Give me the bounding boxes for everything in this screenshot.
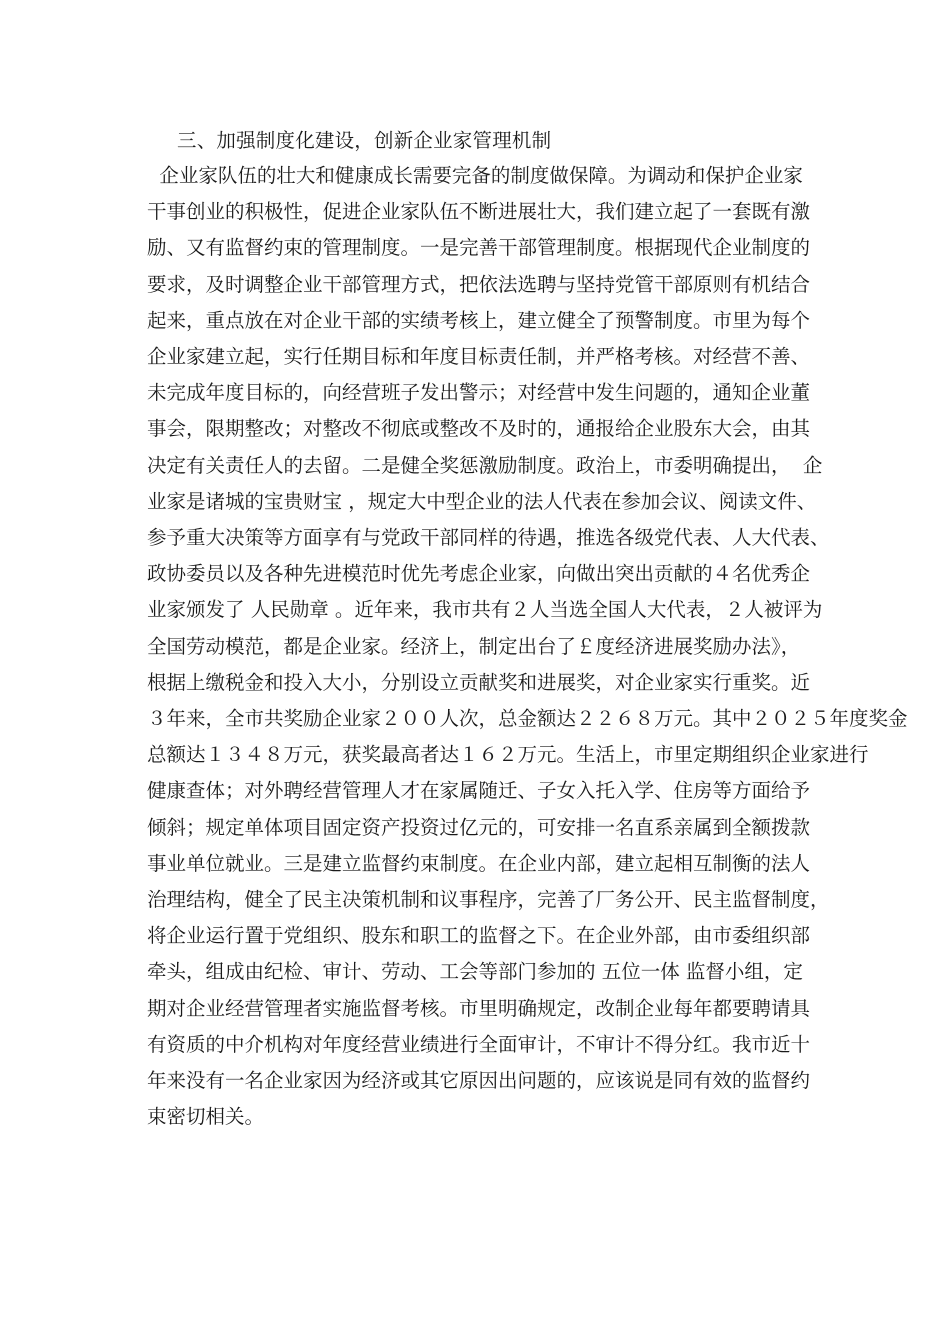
paragraph-line: ３年来，全市共奖励企业家２００人次，总金额达２２６８万元。其中２０２５年度奖金: [147, 707, 908, 730]
section-heading: 三、加强制度化建设，创新企业家管理机制: [177, 129, 552, 152]
paragraph-line: 根据上缴税金和投入大小，分别设立贡献奖和进展奖，对企业家实行重奖。近: [147, 670, 811, 694]
paragraph-line: 业家颁发了 人民勋章 。近年来，我市共有２人当选全国人大代表，２人被评为: [147, 598, 823, 622]
paragraph-line: 年来没有一名企业家因为经济或其它原因出问题的，应该说是同有效的监督约: [147, 1069, 811, 1092]
paragraph-line: 参予重大决策等方面享有与党政干部同样的待遇，推选各级党代表、人大代表、: [147, 526, 830, 549]
paragraph-line: 要求，及时调整企业干部管理方式，把依法选聘与坚持党管干部原则有机结合: [147, 272, 811, 296]
paragraph-line: 健康查体；对外聘经营管理人才在家属随迁、子女入托入学、住房等方面给予: [147, 779, 811, 803]
paragraph-line: 牵头，组成由纪检、审计、劳动、工会等部门参加的 五位一体 监督小组，定: [147, 960, 803, 984]
paragraph-line: 业家是诸城的宝贵财宝 ，规定大中型企业的法人代表在参加会议、阅读文件、: [147, 489, 817, 513]
paragraph-line: 干事创业的积极性，促进企业家队伍不断进展壮大，我们建立起了一套既有激: [147, 200, 811, 224]
paragraph-line: 有资质的中介机构对年度经营业绩进行全面审计，不审计不得分红。我市近十: [147, 1032, 811, 1056]
paragraph-line: 期对企业经营管理者实施监督考核。市里明确规定，改制企业每年都要聘请具: [147, 996, 811, 1020]
paragraph-line: 束密切相关。: [147, 1105, 265, 1129]
paragraph-line: 治理结构，健全了民主决策机制和议事程序，完善了厂务公开、民主监督制度，: [147, 888, 830, 911]
paragraph-line: 企业家队伍的壮大和健康成长需要完备的制度做保障。为调动和保护企业家: [147, 164, 803, 187]
paragraph-line: 将企业运行置于党组织、股东和职工的监督之下。在企业外部，由市委组织部: [147, 924, 811, 948]
paragraph-line: 决定有关责任人的去留。二是健全奖惩激励制度。政治上，市委明确提出， 企: [147, 453, 823, 477]
paragraph-line: 未完成年度目标的，向经营班子发出警示；对经营中发生问题的，通知企业董: [147, 381, 811, 405]
paragraph-line: 事会，限期整改；对整改不彻底或整改不及时的，通报给企业股东大会，由其: [147, 417, 811, 441]
paragraph-line: 起来，重点放在对企业干部的实绩考核上，建立健全了预警制度。市里为每个: [147, 308, 811, 332]
paragraph-line: 总额达１３４８万元，获奖最高者达１６２万元。生活上，市里定期组织企业家进行: [147, 743, 869, 767]
paragraph-line: 全国劳动模范，都是企业家。经济上，制定出台了￡度经济进展奖励办法》，: [147, 634, 801, 658]
paragraph-line: 倾斜；规定单体项目固定资产投资过亿元的，可安排一名直系亲属到全额拨款: [147, 815, 811, 839]
paragraph-line: 企业家建立起，实行任期目标和年度目标责任制，并严格考核。对经营不善、: [147, 345, 811, 368]
paragraph-line: 政协委员以及各种先进模范时优先考虑企业家，向做出突出贡献的４名优秀企: [147, 562, 811, 586]
paragraph-line: 事业单位就业。三是建立监督约束制度。在企业内部，建立起相互制衡的法人: [147, 851, 811, 875]
paragraph-line: 励、又有监督约束的管理制度。一是完善干部管理制度。根据现代企业制度的: [147, 236, 811, 260]
